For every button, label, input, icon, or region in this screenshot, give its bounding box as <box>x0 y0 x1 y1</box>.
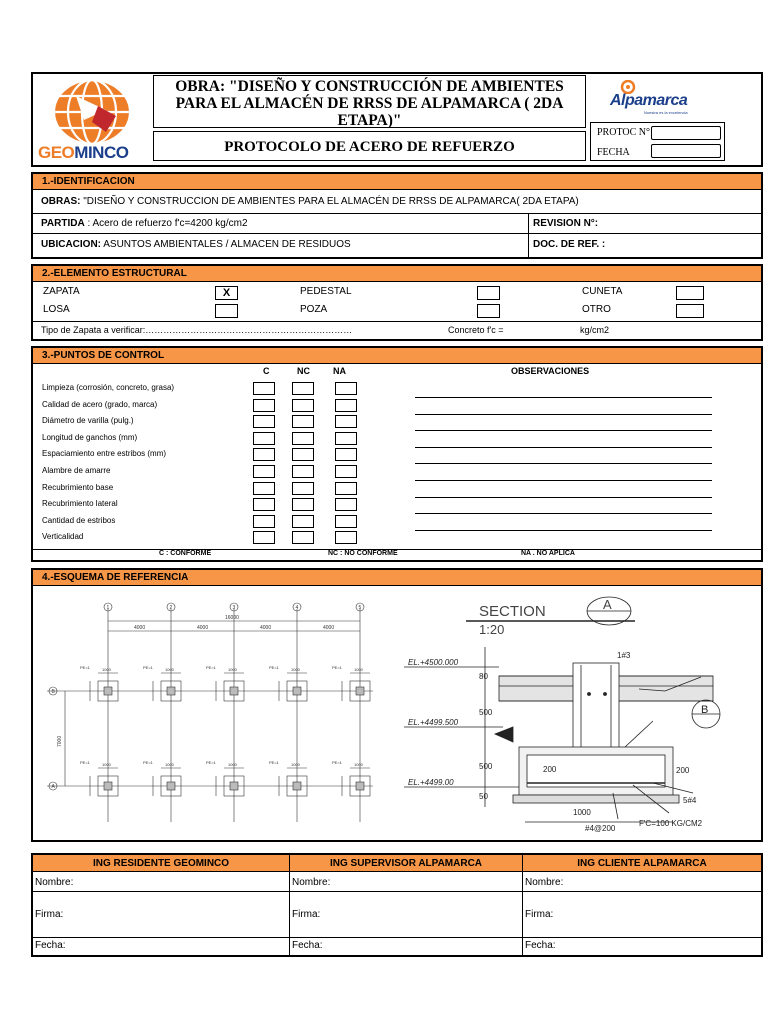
control-checkbox-c[interactable] <box>253 382 275 395</box>
cuneta-checkbox[interactable] <box>676 286 704 300</box>
losa-label: LOSA <box>43 304 70 315</box>
signature-head-cliente: ING CLIENTE ALPAMARCA <box>523 855 761 872</box>
signature-head-supervisor: ING SUPERVISOR ALPAMARCA <box>290 855 522 872</box>
marker-b-text: B <box>701 704 709 716</box>
logo-text-geo: GEO <box>38 143 75 162</box>
control-item-label: Recubrimiento base <box>42 482 114 492</box>
control-item-label: Recubrimiento lateral <box>42 499 118 509</box>
plan-footing-dim: 1000 <box>354 762 363 767</box>
plan-footing-dim: 1000 <box>291 762 300 767</box>
section-identificacion <box>31 172 763 259</box>
plan-pe-label: PE=1 <box>80 665 90 670</box>
plan-footing-dim: 1000 <box>102 667 111 672</box>
signature-head-residente: ING RESIDENTE GEOMINCO <box>33 855 289 872</box>
observation-line[interactable] <box>415 530 712 531</box>
plan-pedestal <box>104 687 112 695</box>
esquema-drawing <box>33 587 761 841</box>
section-title-text: SECTION <box>479 603 546 620</box>
plan-bay-dim: 4000 <box>260 625 272 631</box>
logo-text-minco: MINCO <box>74 143 129 162</box>
plan-axis-number: 2 <box>169 605 173 611</box>
control-checkbox-nc[interactable] <box>292 531 314 544</box>
fecha-label: Fecha: <box>525 940 556 951</box>
control-item-label: Alambre de amarre <box>42 466 111 475</box>
signature-table <box>31 853 763 957</box>
control-checkbox-nc[interactable] <box>292 482 314 495</box>
control-checkbox-nc[interactable] <box>292 382 314 395</box>
dim-200a-text: 200 <box>543 765 557 774</box>
el-2-text: EL.+4499.500 <box>408 718 459 727</box>
control-checkbox-nc[interactable] <box>292 415 314 428</box>
obras-value: "DISEÑO Y CONSTRUCCION DE AMBIENTES PARA EL ALMACÉN DE RRSS DE ALPAMARCA( 2DA ETAPA) <box>80 196 579 207</box>
section-2-title: 2.-ELEMENTO ESTRUCTURAL <box>33 266 761 282</box>
el-3-text: EL.+4499.00 <box>408 778 454 787</box>
nombre-label: Nombre: <box>35 877 74 888</box>
section-4-title: 4.-ESQUEMA DE REFERENCIA <box>33 570 761 586</box>
plan-pedestal <box>167 687 175 695</box>
control-item-label: Limpieza (corrosión, concreto, grasa) <box>42 383 175 392</box>
signature-col-cliente <box>523 855 761 955</box>
control-checkbox-na[interactable] <box>335 498 357 511</box>
signature-row-line <box>33 891 761 892</box>
control-checkbox-nc[interactable] <box>292 465 314 478</box>
alpamarca-logo <box>606 80 710 120</box>
puntos-body <box>33 364 761 550</box>
el-1-text: EL.+4500.000 <box>408 658 459 667</box>
control-checkbox-c[interactable] <box>253 482 275 495</box>
control-item-label: Diámetro de varilla (pulg.) <box>42 416 134 426</box>
plan-row-label: A <box>51 784 55 790</box>
plan-footing-dim: 1000 <box>354 667 363 672</box>
signature-col-supervisor <box>290 855 523 955</box>
fc-note-text: F'C=100 KG/CM2 <box>639 819 703 828</box>
signature-col-residente <box>33 855 290 955</box>
plan-bay-dim: 4000 <box>197 625 209 631</box>
plan-pedestal <box>167 782 175 790</box>
observation-line[interactable] <box>415 480 712 481</box>
legend-c: C : CONFORME <box>159 550 212 557</box>
fecha-label: FECHA <box>597 147 630 158</box>
rebar-side-text: 5#4 <box>683 796 697 805</box>
obras-label: OBRAS: <box>41 196 81 207</box>
plan-pe-label: PE=1 <box>332 760 342 765</box>
control-checkbox-na[interactable] <box>335 482 357 495</box>
zapata-checkbox[interactable]: X <box>215 286 238 300</box>
partida-row <box>33 214 761 234</box>
control-checkbox-na[interactable] <box>335 515 357 528</box>
legend-na: NA . NO APLICA <box>521 550 575 557</box>
observation-line[interactable] <box>415 463 712 464</box>
control-item-label: Calidad de acero (grado, marca) <box>42 399 158 409</box>
control-checkbox-c[interactable] <box>253 415 275 428</box>
control-checkbox-c[interactable] <box>253 465 275 478</box>
protoc-fecha-box <box>590 122 725 161</box>
dim-500b-text: 500 <box>479 762 493 771</box>
firma-label: Firma: <box>292 909 321 920</box>
tipo-zapata-row <box>33 322 761 338</box>
col-na-header: NA <box>333 366 346 376</box>
ubicacion-row <box>33 234 761 257</box>
control-checkbox-na[interactable] <box>335 465 357 478</box>
protoc-input[interactable] <box>651 126 721 140</box>
plan-pe-label: PE=1 <box>206 665 216 670</box>
poza-label: POZA <box>300 304 328 315</box>
control-checkbox-na[interactable] <box>335 448 357 461</box>
section-elemento <box>31 264 763 341</box>
alpamarca-tagline: Nuestra es la excelencia <box>644 110 688 115</box>
protoc-label: PROTOC N° <box>597 127 650 138</box>
control-checkbox-c[interactable] <box>253 498 275 511</box>
fecha-input[interactable] <box>651 144 721 158</box>
control-item-label: Longitud de ganchos (mm) <box>42 432 138 442</box>
otro-label: OTRO <box>582 304 611 315</box>
concreto-label: Concreto f'c = <box>448 325 504 335</box>
plan-footing-dim: 1000 <box>291 667 300 672</box>
control-checkbox-nc[interactable] <box>292 515 314 528</box>
observation-line[interactable] <box>415 430 712 431</box>
control-checkbox-c[interactable] <box>253 448 275 461</box>
zapata-label: ZAPATA <box>43 286 80 297</box>
fecha-label: Fecha: <box>292 940 323 951</box>
losa-checkbox[interactable] <box>215 304 238 318</box>
ubicacion-value: ASUNTOS AMBIENTALES / ALMACEN DE RESIDUOS <box>101 239 351 250</box>
firma-label: Firma: <box>525 909 554 920</box>
observation-line[interactable] <box>415 397 712 398</box>
dim-1000-text: 1000 <box>573 808 591 817</box>
section-marker-text: A <box>603 597 612 612</box>
control-checkbox-c[interactable] <box>253 531 275 544</box>
legend-row <box>33 550 761 560</box>
plan-bay-dim: 4000 <box>323 625 335 631</box>
plan-pedestal <box>356 687 364 695</box>
plan-pedestal <box>230 782 238 790</box>
plan-pe-label: PE=1 <box>80 760 90 765</box>
fecha-label: Fecha: <box>35 940 66 951</box>
plan-side-dim: 7000 <box>57 735 63 747</box>
rebar-bottom-text: #4@200 <box>585 824 616 833</box>
plan-pedestal <box>356 782 364 790</box>
otro-checkbox[interactable] <box>676 304 704 318</box>
pedestal-checkbox[interactable] <box>477 286 500 300</box>
plan-footing-dim: 1000 <box>165 762 174 767</box>
control-checkbox-c[interactable] <box>253 432 275 445</box>
section-puntos <box>31 346 763 562</box>
obras-row <box>33 190 761 214</box>
revision-label: REVISION N°: <box>533 218 599 229</box>
elemento-grid <box>33 282 761 322</box>
control-checkbox-nc[interactable] <box>292 448 314 461</box>
control-checkbox-nc[interactable] <box>292 498 314 511</box>
control-checkbox-nc[interactable] <box>292 432 314 445</box>
control-item-label: Verticalidad <box>42 532 84 542</box>
plan-axis-number: 5 <box>358 605 362 611</box>
section-scale-text: 1:20 <box>479 622 505 637</box>
control-checkbox-c[interactable] <box>253 399 275 412</box>
plan-footing-dim: 1000 <box>228 762 237 767</box>
dim-50-text: 50 <box>479 792 488 801</box>
observation-line[interactable] <box>415 447 712 448</box>
control-checkbox-c[interactable] <box>253 515 275 528</box>
section-1-title: 1.-IDENTIFICACION <box>33 174 761 190</box>
control-checkbox-na[interactable] <box>335 382 357 395</box>
signature-row-line <box>33 937 761 938</box>
tipo-zapata-label: Tipo de Zapata a verificar:…………………………………………………………… <box>41 325 353 335</box>
col-obs-header: OBSERVACIONES <box>511 366 590 376</box>
section-esquema <box>31 568 763 842</box>
control-checkbox-na[interactable] <box>335 399 357 412</box>
control-item-label: Espaciamiento entre estribos (mm) <box>42 449 167 459</box>
plan-footing-dim: 1000 <box>228 667 237 672</box>
plan-pe-label: PE=1 <box>143 665 153 670</box>
plan-pe-label: PE=1 <box>143 760 153 765</box>
control-checkbox-na[interactable] <box>335 415 357 428</box>
dim-500a-text: 500 <box>479 708 493 717</box>
plan-axis-number: 3 <box>232 605 236 611</box>
section-3-title: 3.-PUNTOS DE CONTROL <box>33 348 761 364</box>
rebar-top-text: 1#3 <box>617 651 631 660</box>
plan-footing-dim: 1000 <box>165 667 174 672</box>
plan-footing-dim: 1000 <box>102 762 111 767</box>
concreto-unit: kg/cm2 <box>580 325 610 335</box>
plan-row-label: B <box>51 689 55 695</box>
firma-label: Firma: <box>35 909 64 920</box>
globe-icon <box>36 76 148 146</box>
obra-title: OBRA: "DISEÑO Y CONSTRUCCIÓN DE AMBIENTES PARA EL ALMACÉN DE RRSS DE ALPAMARCA ( 2DA ETAPA)" <box>153 75 586 128</box>
plan-bay-dim: 4000 <box>134 625 146 631</box>
plan-pe-label: PE=1 <box>206 760 216 765</box>
control-checkbox-na[interactable] <box>335 531 357 544</box>
nombre-label: Nombre: <box>525 877 564 888</box>
plan-pedestal <box>230 687 238 695</box>
plan-view <box>47 603 373 822</box>
plan-pedestal <box>293 687 301 695</box>
docref-label: DOC. DE REF. : <box>533 239 606 250</box>
plan-pe-label: PE=1 <box>269 760 279 765</box>
geominco-logo <box>36 76 148 162</box>
col-nc-header: NC <box>297 366 310 376</box>
plan-pedestal <box>104 782 112 790</box>
plan-axis-number: 4 <box>295 605 299 611</box>
plan-pe-label: PE=1 <box>332 665 342 670</box>
observation-line[interactable] <box>415 497 712 498</box>
col-c-header: C <box>263 366 270 376</box>
section-view <box>404 597 720 822</box>
control-checkbox-na[interactable] <box>335 432 357 445</box>
legend-nc: NC : NO CONFORME <box>328 550 398 557</box>
nombre-label: Nombre: <box>292 877 331 888</box>
plan-pe-label: PE=1 <box>269 665 279 670</box>
pedestal-label: PEDESTAL <box>300 286 352 297</box>
dim-200b-text: 200 <box>676 766 690 775</box>
ubicacion-label: UBICACION: <box>41 239 101 250</box>
control-checkbox-nc[interactable] <box>292 399 314 412</box>
plan-axis-number: 1 <box>106 605 110 611</box>
observation-line[interactable] <box>415 513 712 514</box>
plan-total-dim: 16000 <box>225 615 239 621</box>
alpamarca-name: Alpamarca <box>610 92 688 109</box>
observation-line[interactable] <box>415 414 712 415</box>
dim-80-text: 80 <box>479 672 488 681</box>
partida-label: PARTIDA <box>41 218 85 229</box>
poza-checkbox[interactable] <box>477 304 500 318</box>
plan-pedestal <box>293 782 301 790</box>
partida-value: : Acero de refuerzo f'c=4200 kg/cm2 <box>84 218 248 229</box>
protocol-title: PROTOCOLO DE ACERO DE REFUERZO <box>153 131 586 161</box>
control-item-label: Cantidad de estribos <box>42 515 116 525</box>
cuneta-label: CUNETA <box>582 286 623 297</box>
